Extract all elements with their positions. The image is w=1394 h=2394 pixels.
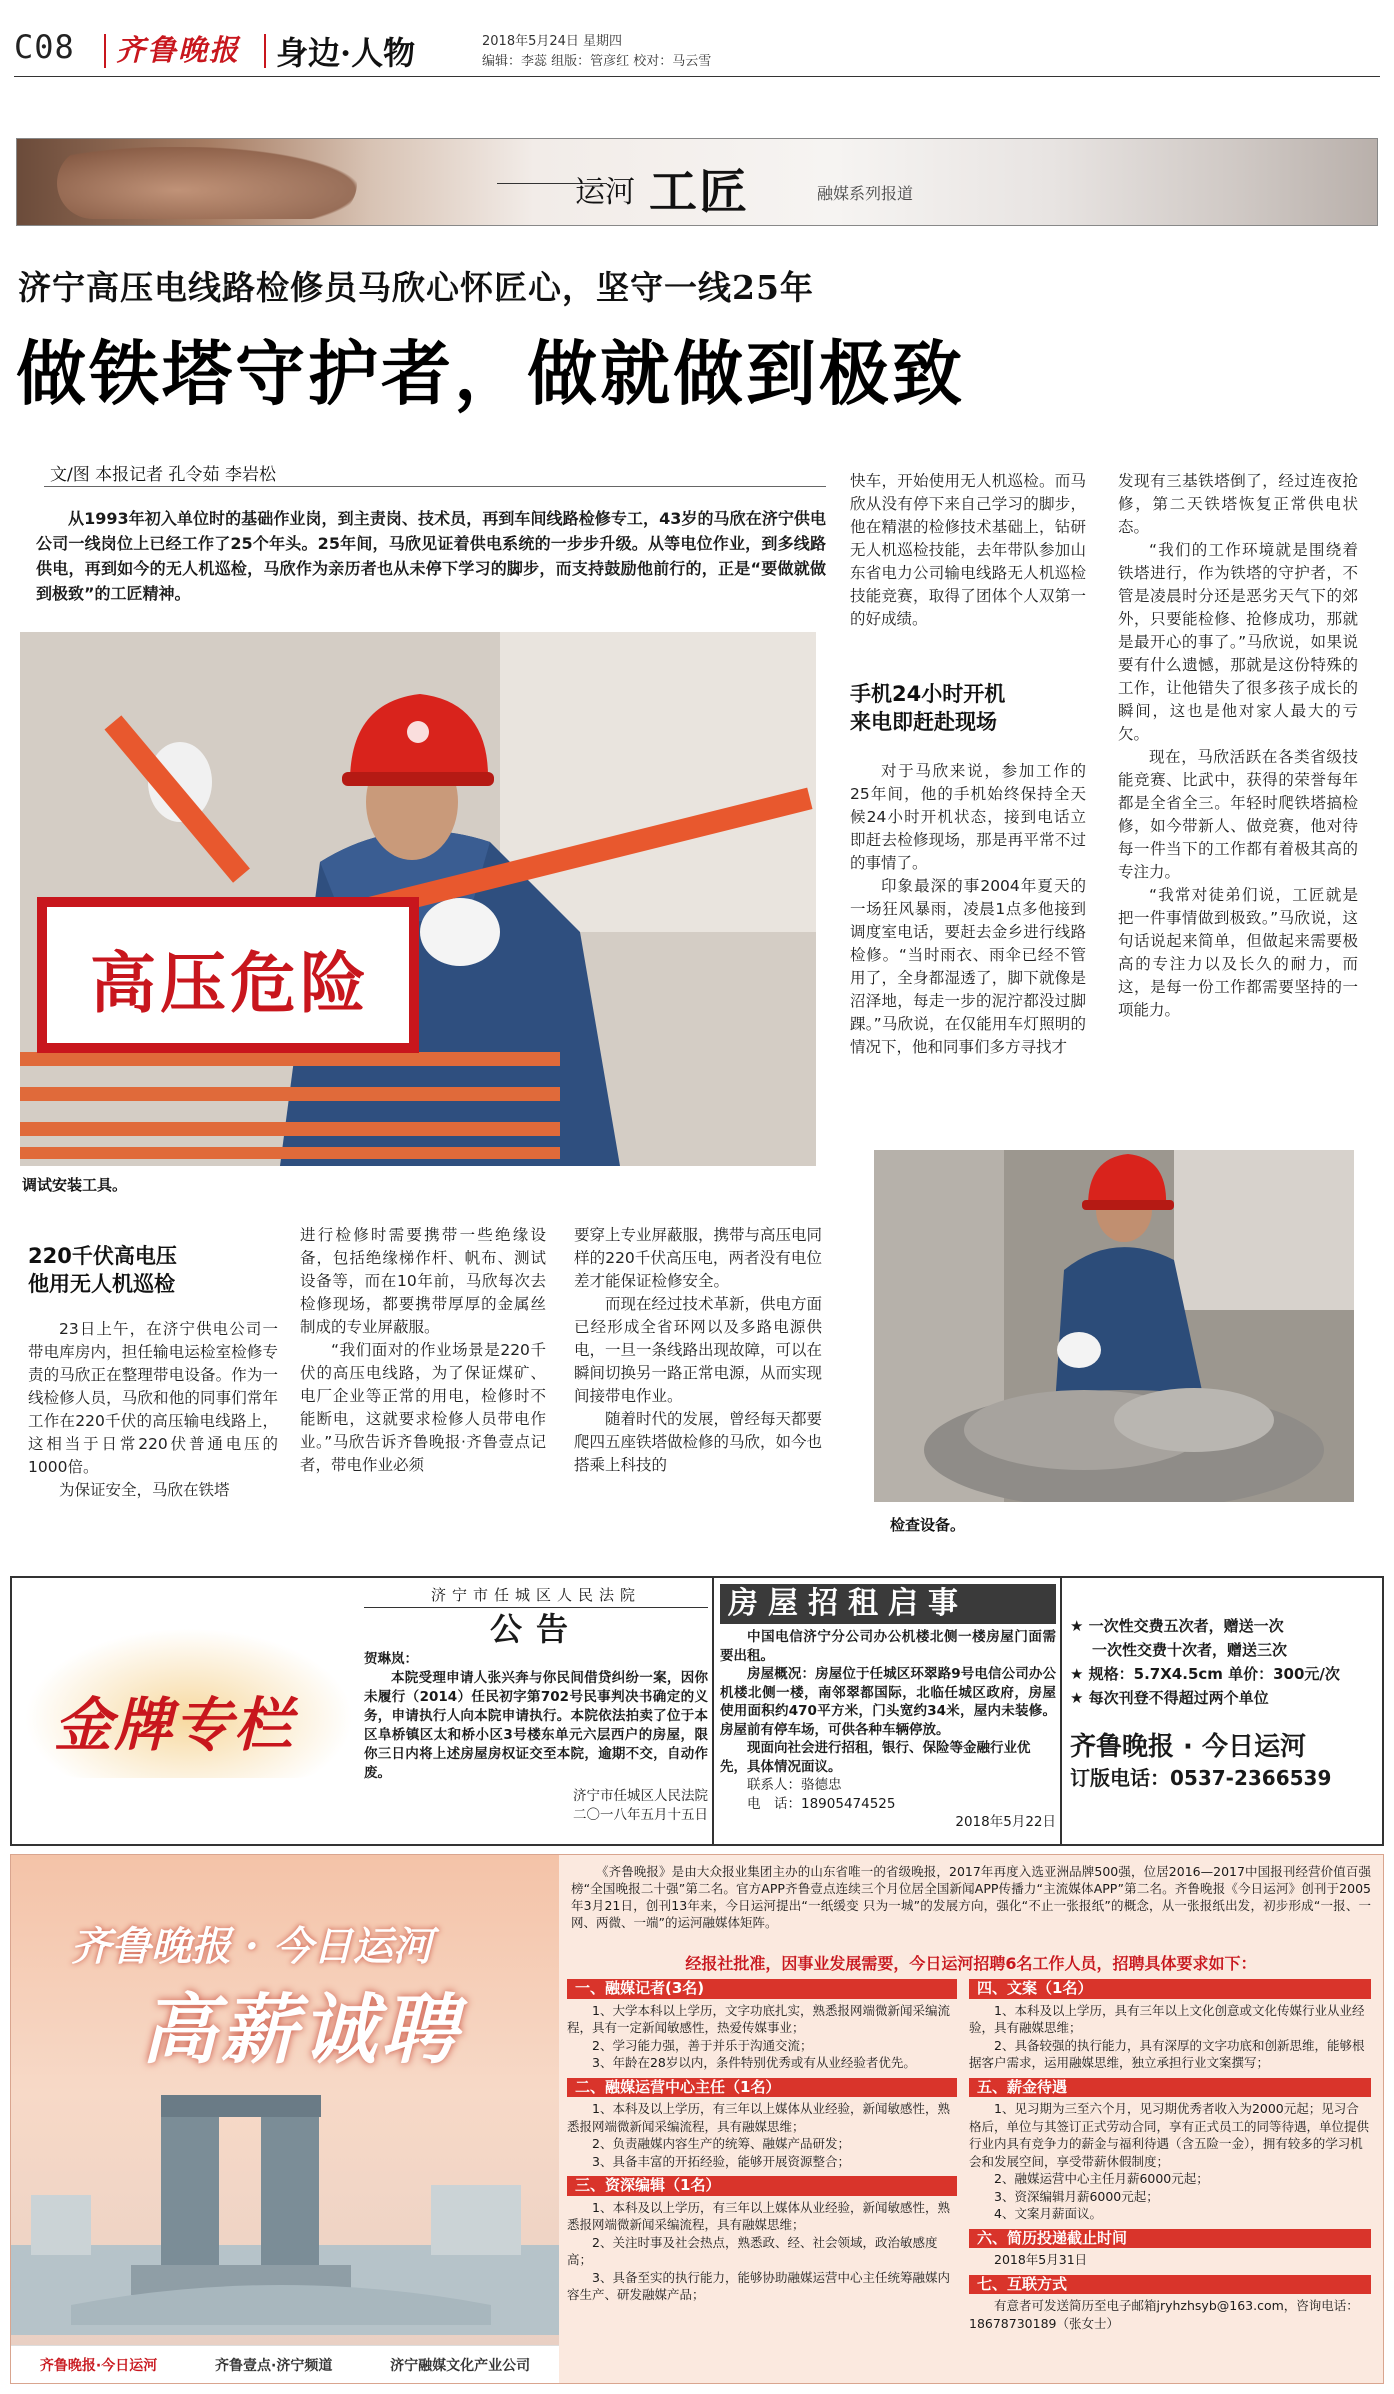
- recruit-section: [969, 1979, 1371, 2072]
- recruit-section-title: 六、简历投递截止时间: [969, 2229, 1371, 2249]
- paragraph: “我们的工作环境就是围绕着铁塔进行，作为铁塔的守护者，不管是凌晨时分还是恶劣天气下的郊外，只要能检修、抢修成功，那就是最开心的事了。”马欣说，如果说要有什么遗憾，那就是这份特殊的工作，让他错失了很多孩子成长的瞬间，这也是他对家人最大的亏欠。: [1118, 541, 1358, 743]
- recruit-section: [969, 2275, 1371, 2333]
- paragraph: “我们面对的作业场景是220千伏的高压电线路，为了保证煤矿、电厂企业等正常的用电，检修时不能断电，这就要求检修人员带电作业。”马欣告诉齐鲁晚报·齐鲁壹点记者，带电作业必须: [300, 1341, 546, 1474]
- recruit-item: 1、大学本科以上学历，文字功底扎实，熟悉报网端微新闻采编流程，具有一定新闻敏感性，热爱传媒事业；: [567, 2002, 950, 2035]
- ad-divider: [1060, 1578, 1062, 1844]
- paper-logo: 齐鲁晚报: [116, 33, 241, 67]
- jinpai-column-logo: [24, 1618, 354, 1808]
- recruit-section: [567, 2176, 957, 2304]
- ad-divider: [712, 1578, 714, 1844]
- article-lede: [36, 506, 826, 606]
- promo-line: ★ 一次性交费五次者，赠送一次: [1070, 1617, 1284, 1635]
- recruit-left-sections: [567, 1979, 957, 2304]
- paragraph: “我常对徒弟们说，工匠就是把一件事情做到极致。”马欣说，这句话说起来简单，但做起来需要极高的专注力以及长久的耐力，而这，是每一份工作都需要坚持的一项能力。: [1118, 886, 1358, 1019]
- banner-photo: [57, 147, 357, 219]
- promo-brand: 齐鲁晚报 · 今日运河: [1070, 1732, 1306, 1762]
- page-code: C08: [14, 28, 75, 66]
- rental-contact: 联系人：骆德忠: [747, 1777, 842, 1793]
- recruit-section-title: 七、互联方式: [969, 2275, 1371, 2295]
- paragraph: 而现在经过技术革新，供电方面已经形成全省环网以及多路电源供电，一旦一条线路出现故障，可以在瞬间切换另一路正常电源，从而实现间接带电作业。: [574, 1295, 823, 1405]
- promo-line: ★ 规格：5.7X4.5cm 单价：300元/次: [1070, 1665, 1340, 1683]
- recruit-item: 2、关注时事及社会热点，熟悉政、经、社会领域，政治敏感度高；: [567, 2234, 938, 2267]
- classified-ads: [10, 1576, 1384, 1846]
- promo-phone: 订版电话：0537-2366539: [1070, 1766, 1332, 1790]
- recruit-item: 2018年5月31日: [994, 2252, 1088, 2267]
- recruit-item: 1、见习期为三至六个月，见习期优秀者收入为2000元起；见习合格后，单位与其签订正式劳动合同，享有正式员工的同等待遇，单位提供行业内具有竞争力的薪金与福利待遇（含五险一金），拥有较多的学习机会和发展空间，享受带薪休假制度；: [969, 2101, 1370, 2169]
- rental-notice: [720, 1584, 1056, 1840]
- logo-jining-media: 济宁融媒文化产业公司: [390, 2357, 531, 2374]
- recruit-item: 2、融媒运营中心主任月薪6000元起；: [994, 2171, 1209, 2186]
- article-kicker: 济宁高压电线路检修员马欣心怀匠心，坚守一线25年: [18, 268, 814, 307]
- column-a3: [574, 1224, 822, 1477]
- masthead-divider: [264, 34, 266, 68]
- recruit-section: [969, 2078, 1371, 2223]
- series-banner: [16, 138, 1378, 226]
- article-byline: 文/图 本报记者 孔令茹 李岩松: [50, 465, 276, 485]
- recruit-section: [567, 2078, 957, 2171]
- recruit-item: 3、资深编辑月薪6000元起；: [994, 2188, 1159, 2204]
- masthead-divider: [104, 34, 106, 68]
- recruit-intro: 《齐鲁晚报》是由大众报业集团主办的山东省唯一的省级晚报，2017年再度入选亚洲品牌500强，位居2016—2017中国报刊经营价值百强榜“全国晚报二十强”第二名。官方APP齐鲁壹点连续三个月位居全国新闻APP传播力“主流媒体APP”第二名。齐鲁晚报《今日运河》创刊于2005年3月21日，创刊13年来，今日运河提出“一纸缓变 只为一城”的发展方向，强化“不止一张报纸”的概念，从一张报纸出发，初步形成“一报、一网、两微、一端”的运河融媒体矩阵。: [571, 1864, 1371, 1930]
- promo-line: ★ 每次刊登不得超过两个单位: [1070, 1689, 1269, 1707]
- column-b1: [850, 470, 1086, 631]
- ad-promo: [1070, 1614, 1376, 1792]
- recruit-section-title: 一、融媒记者(3名): [567, 1979, 957, 1999]
- subhead-phone: 手机24小时开机 来电即赶赴现场: [850, 682, 1006, 734]
- recruit-item: 1、本科及以上学历，有三年以上媒体从业经验，新闻敏感性，熟悉报网端微新闻采编流程，具有融媒思维；: [567, 2101, 950, 2134]
- promo-line: 一次性交费十次者，赠送三次: [1092, 1641, 1288, 1659]
- paragraph: 发现有三基铁塔倒了，经过连夜抢修，第二天铁塔恢复正常供电状态。: [1118, 472, 1358, 536]
- recruit-section: [969, 2229, 1371, 2269]
- recruit-item: 1、本科及以上学历，有三年以上媒体从业经验，新闻敏感性，熟悉报网端微新闻采编流程，具有融媒思维；: [567, 2199, 950, 2232]
- recruit-item: 2、学习能力强，善于并乐于沟通交流；: [592, 2037, 813, 2053]
- recruit-visual: [11, 1855, 559, 2383]
- jinpai-title: 金牌专栏: [54, 1691, 295, 1759]
- side-photo-caption: 检查设备。: [890, 1516, 966, 1534]
- recruit-section-title: 四、文案（1名）: [969, 1979, 1371, 1999]
- paragraph: 现在，马欣活跃在各类省级技能竞赛、比武中，获得的荣誉每年都是全省全三。年轻时爬铁塔搞检修，如今带新人、做竞赛，他对待每一件当下的工作都有着极其高的专注力。: [1118, 748, 1358, 881]
- recruit-item: 4、文案月薪面议。: [994, 2206, 1102, 2221]
- banner-series: 融媒系列报道: [817, 184, 914, 203]
- column-c: [1118, 470, 1358, 1022]
- recruit-item: 2、负责融媒内容生产的统筹、融媒产品研发；: [592, 2136, 850, 2151]
- main-photo-illustration: [20, 632, 816, 1166]
- banner-prefix: 运河: [575, 175, 635, 210]
- byline-rule: [44, 486, 826, 487]
- side-photo-illustration: [874, 1150, 1354, 1502]
- recruit-right-sections: [969, 1979, 1371, 2332]
- recruit-section-title: 五、薪金待遇: [969, 2078, 1371, 2098]
- recruit-item: 3、年龄在28岁以内，条件特别优秀或有从业经验者优先。: [592, 2055, 916, 2070]
- rental-body: 房屋概况：房屋位于任城区环翠路9号电信公司办公机楼北侧一楼，南邻翠都国际，北临任城区政府，房屋使用面积约470平方米，门头宽约34米，屋内未装修。房屋前有停车场，可供各种车辆停放。: [720, 1666, 1056, 1738]
- court-addressee: 贺琳岚：: [364, 1651, 418, 1667]
- recruitment-ad: [10, 1854, 1384, 2384]
- banner-title: 工匠: [649, 164, 750, 220]
- recruit-footer-logos: [11, 2345, 559, 2383]
- rental-phone: 电 话：18905474525: [747, 1795, 896, 1812]
- rental-date: 2018年5月22日: [955, 1814, 1056, 1830]
- court-date: 二〇一八年五月十五日: [573, 1807, 708, 1823]
- paragraph: 进行检修时需要携带一些绝缘设备，包括绝缘梯作杆、帆布、测试设备等，而在10年前，马欣每次去检修现场，都要携带厚厚的金属丝制成的专业屏蔽服。: [300, 1226, 546, 1336]
- column-a2: [300, 1224, 546, 1477]
- paragraph: 要穿上专业屏蔽服，携带与高压电同样的220千伏高压电，两者没有电位差才能保证检修安全。: [574, 1226, 823, 1290]
- section-title: 身边·人物: [276, 34, 416, 72]
- main-photo-caption: 调试安装工具。: [22, 1176, 128, 1194]
- masthead-rule: [14, 76, 1380, 77]
- masthead: [14, 28, 1380, 72]
- paragraph: 快车，开始使用无人机巡检。而马欣从没有停下来自己学习的脚步，他在精湛的检修技术基础上，钻研无人机巡检技能，去年带队参加山东省电力公司输电线路无人机巡检技能竞赛，取得了团体个人双第一的好成绩。: [850, 472, 1086, 628]
- court-sign: 济宁市任城区人民法院: [573, 1788, 708, 1804]
- subhead-drone: 220千伏高电压 他用无人机巡检: [28, 1244, 177, 1296]
- date-line: 2018年5月24日 星期四: [482, 34, 623, 49]
- warning-sign-text: 高压危险: [90, 945, 370, 1022]
- rental-title: 房屋招租启事: [720, 1584, 1056, 1624]
- staff-line: 编辑：李蕊 组版：管彦红 校对：马云雪: [482, 54, 712, 69]
- court-notice: [364, 1586, 708, 1840]
- recruit-item: 2、具备较强的执行能力，具有深厚的文字功底和创新思维，能够根据客户需求，运用融媒思维，独立承担行业文案撰写；: [969, 2037, 1365, 2070]
- paragraph: 为保证安全，马欣在铁塔: [59, 1481, 230, 1499]
- recruit-section-title: 二、融媒运营中心主任（1名）: [567, 2078, 957, 2098]
- rental-usage: 现面向社会进行招租，银行、保险等金融行业优先，具体情况面议。: [720, 1740, 1031, 1775]
- lede-paragraph: 从1993年初入单位时的基础作业岗，到主责岗、技术员，再到车间线路检修专工，43岁的马欣在济宁供电公司一线岗位上已经工作了25个年头。25年间，马欣见证着供电系统的一步步升级。从等电位作业，到多线路供电，再到如今的无人机巡检，马欣作为亲历者也从未停下学习的脚步，而支持鼓励他前行的，正是“要做就做到极致”的工匠精神。: [36, 509, 826, 603]
- recruit-item: 3、具备丰富的开拓经验，能够开展资源整合；: [592, 2153, 850, 2169]
- logo-qiluyidian: 齐鲁壹点·济宁频道: [215, 2357, 333, 2374]
- recruit-call: 经报社批准，因事业发展需要，今日运河招聘6名工作人员，招聘具体要求如下：: [685, 1954, 1257, 1973]
- paragraph: 对于马欣来说，参加工作的25年间，他的手机始终保持全天候24小时开机状态，接到电话立即赶去检修现场，那是再平常不过的事情了。: [850, 762, 1086, 872]
- court-body: 本院受理申请人张兴奔与你民间借贷纠纷一案，因你未履行（2014）任民初字第702号民事判决书确定的义务，申请执行人向本院申请执行。本院依法拍卖了位于本区阜桥镇区太和桥小区3号楼东单元六层西户的房屋，限你三日内将上述房屋房权证交至本院，逾期不交，自动作废。: [364, 1670, 708, 1781]
- recruit-item: 3、具备至实的执行能力，能够协助融媒运营中心主任统筹融媒内容生产、研发融媒产品；: [567, 2269, 950, 2302]
- recruit-item: 有意者可发送简历至电子邮箱jryhzhsyb@163.com，咨询电话：18678730189（张女士）: [969, 2298, 1359, 2331]
- recruit-item: 1、本科及以上学历，具有三年以上文化创意或文化传媒行业从业经验，具有融媒思维；: [969, 2002, 1365, 2035]
- side-photo: [874, 1150, 1354, 1502]
- column-a1: [28, 1318, 278, 1502]
- rental-intro: 中国电信济宁分公司办公机楼北侧一楼房屋门面需要出租。: [720, 1629, 1056, 1664]
- recruit-section-title: 三、资深编辑（1名）: [567, 2176, 957, 2196]
- city-skyline-illustration: [11, 2055, 559, 2335]
- court-title: 公告: [489, 1610, 582, 1648]
- paragraph: 随着时代的发展，曾经每天都要爬四五座铁塔做检修的马欣，如今也搭乘上科技的: [574, 1410, 823, 1474]
- article-headline: 做铁塔守护者，做就做到极致: [16, 333, 965, 415]
- paragraph: 23日上午，在济宁供电公司一带电库房内，担任输电运检室检修专责的马欣正在整理带电设备。作为一线检修人员，马欣和他的同事们常年工作在220千伏的高压输电线路上，这相当于日常220伏普通电压的1000倍。: [28, 1320, 278, 1476]
- recruit-slogan-small: 齐鲁晚报 · 今日运河: [71, 1923, 433, 1970]
- paragraph: 印象最深的事2004年夏天的一场狂风暴雨，凌晨1点多他接到调度室电话，要赶去金乡进行线路检修。“当时雨衣、雨伞已经不管用了，全身都湿透了，脚下就像是沼泽地，每走一步的泥泞都没过脚踝。”马欣说，在仅能用车灯照明的情况下，他和同事们多方寻找才: [850, 877, 1086, 1056]
- main-photo: [20, 632, 816, 1166]
- logo-qilu-yunhe: 齐鲁晚报·今日运河: [39, 2357, 158, 2374]
- recruit-section: [567, 1979, 957, 2072]
- column-b2: [850, 760, 1086, 1059]
- court-org: 济宁市任城区人民法院: [364, 1586, 708, 1608]
- recruit-slogan-big: 高薪诚聘: [141, 1985, 461, 2074]
